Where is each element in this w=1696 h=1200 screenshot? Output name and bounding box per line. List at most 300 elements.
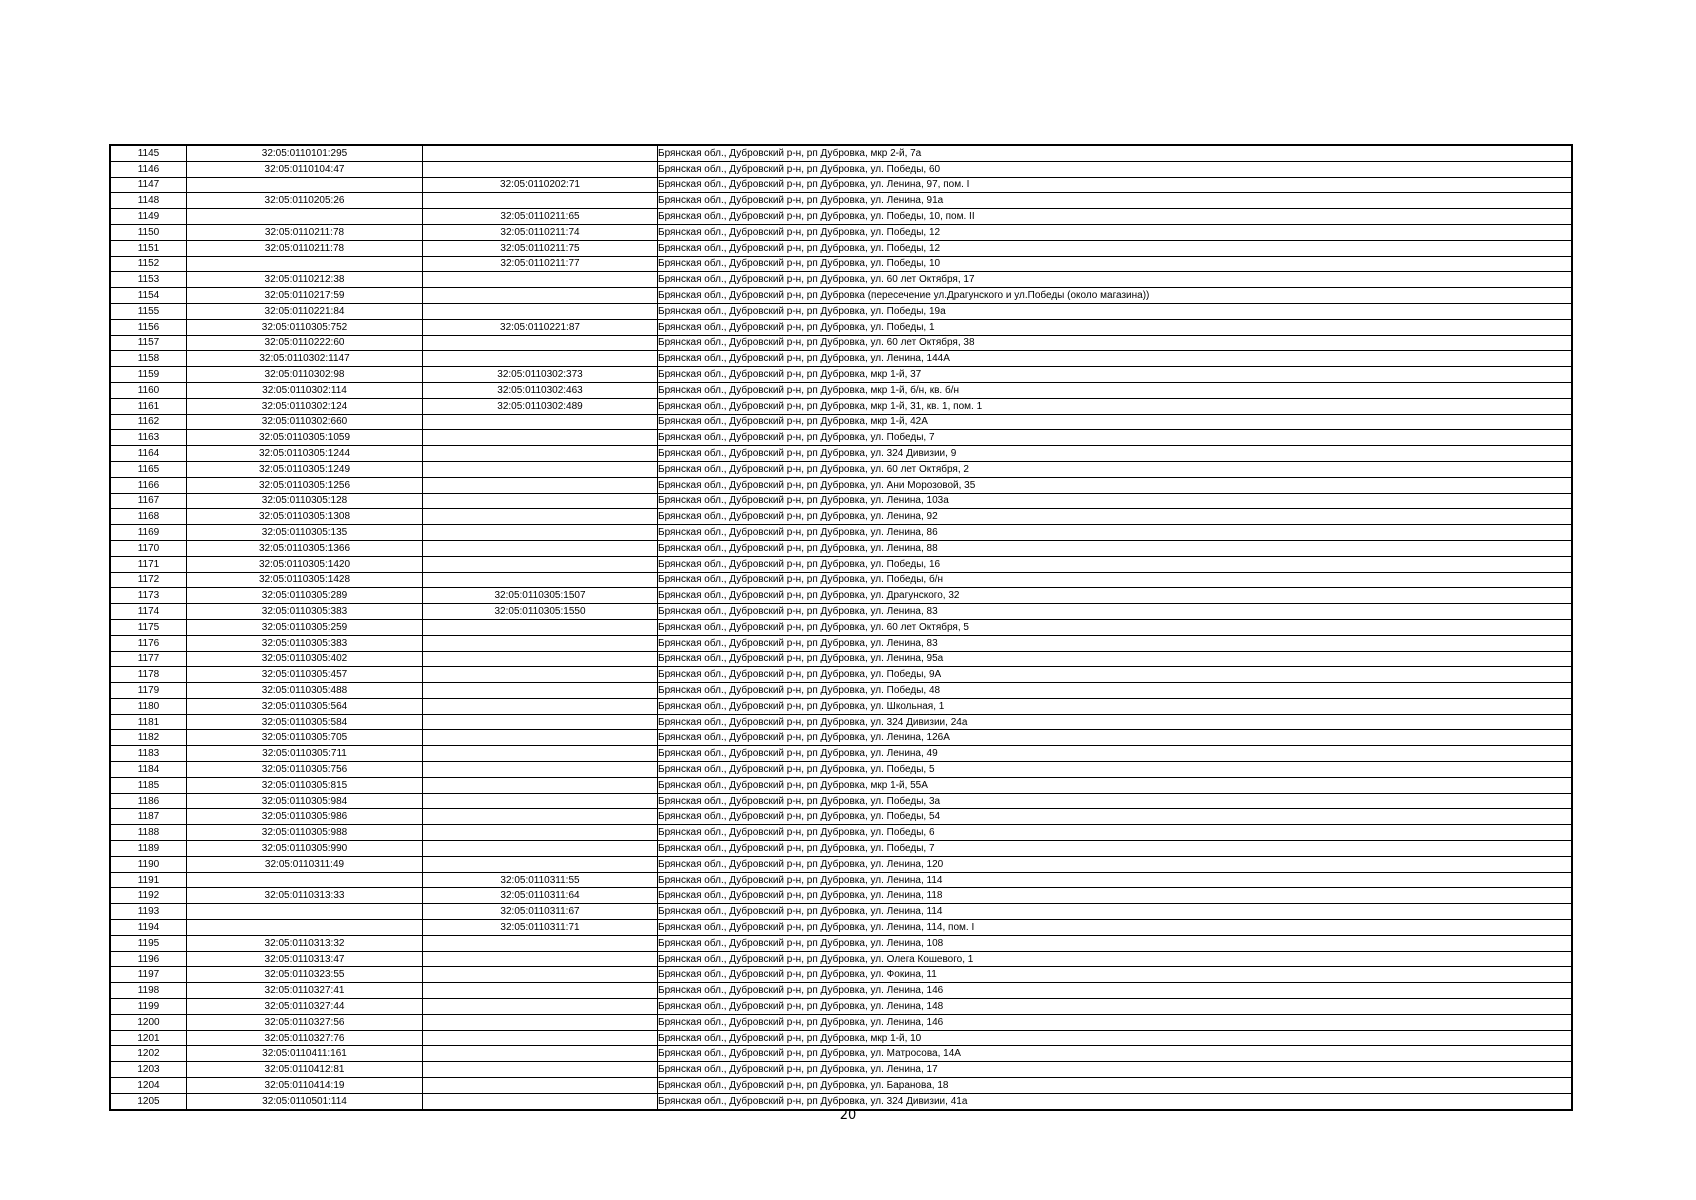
cadastral-number-cell: 32:05:0110305:1249 — [187, 461, 423, 477]
cadastral-number-cell: 32:05:0110313:32 — [187, 935, 423, 951]
cadastral-number-cell: 32:05:0110205:26 — [187, 193, 423, 209]
address-cell: Брянская обл., Дубровский р-н, рп Дубровка, мкр 1-й, 10 — [658, 1030, 1573, 1046]
address-cell: Брянская обл., Дубровский р-н, рп Дубровка, ул. Ленина, 95а — [658, 651, 1573, 667]
row-number-cell: 1199 — [110, 999, 187, 1015]
related-cadastral-number-cell — [423, 762, 658, 778]
row-number-cell: 1172 — [110, 572, 187, 588]
related-cadastral-number-cell — [423, 635, 658, 651]
table-row — [110, 730, 1572, 746]
cadastral-number-cell: 32:05:0110302:124 — [187, 398, 423, 414]
row-number-cell: 1188 — [110, 825, 187, 841]
address-cell: Брянская обл., Дубровский р-н, рп Дубровка, ул. Победы, б/н — [658, 572, 1573, 588]
related-cadastral-number-cell: 32:05:0110211:77 — [423, 256, 658, 272]
row-number-cell: 1162 — [110, 414, 187, 430]
address-cell: Брянская обл., Дубровский р-н, рп Дубровка, ул. Ленина, 49 — [658, 746, 1573, 762]
table-row — [110, 999, 1572, 1015]
table-row — [110, 224, 1572, 240]
address-cell: Брянская обл., Дубровский р-н, рп Дубровка, ул. Ленина, 114 — [658, 904, 1573, 920]
row-number-cell: 1181 — [110, 714, 187, 730]
row-number-cell: 1151 — [110, 240, 187, 256]
table-row — [110, 461, 1572, 477]
related-cadastral-number-cell — [423, 303, 658, 319]
row-number-cell: 1158 — [110, 351, 187, 367]
cadastral-number-cell: 32:05:0110313:33 — [187, 888, 423, 904]
related-cadastral-number-cell — [423, 1078, 658, 1094]
table-row — [110, 256, 1572, 272]
table-row — [110, 572, 1572, 588]
related-cadastral-number-cell: 32:05:0110311:67 — [423, 904, 658, 920]
table-row — [110, 303, 1572, 319]
row-number-cell: 1169 — [110, 525, 187, 541]
related-cadastral-number-cell — [423, 493, 658, 509]
address-cell: Брянская обл., Дубровский р-н, рп Дубровка, ул. 324 Дивизии, 24а — [658, 714, 1573, 730]
cadastral-number-cell — [187, 920, 423, 936]
table-row — [110, 1030, 1572, 1046]
address-cell: Брянская обл., Дубровский р-н, рп Дубровка, ул. Ленина, 146 — [658, 1014, 1573, 1030]
related-cadastral-number-cell — [423, 461, 658, 477]
cadastral-number-cell — [187, 872, 423, 888]
row-number-cell: 1203 — [110, 1062, 187, 1078]
address-cell: Брянская обл., Дубровский р-н, рп Дубровка, ул. Ленина, 126А — [658, 730, 1573, 746]
address-cell: Брянская обл., Дубровский р-н, рп Дубровка, ул. 324 Дивизии, 41а — [658, 1093, 1573, 1109]
row-number-cell: 1159 — [110, 367, 187, 383]
cadastral-number-cell: 32:05:0110305:128 — [187, 493, 423, 509]
related-cadastral-number-cell — [423, 683, 658, 699]
cadastral-number-cell: 32:05:0110305:1420 — [187, 556, 423, 572]
cadastral-number-cell: 32:05:0110217:59 — [187, 288, 423, 304]
related-cadastral-number-cell — [423, 477, 658, 493]
related-cadastral-number-cell — [423, 714, 658, 730]
cadastral-number-cell: 32:05:0110305:1256 — [187, 477, 423, 493]
address-cell: Брянская обл., Дубровский р-н, рп Дубровка, ул. 60 лет Октября, 2 — [658, 461, 1573, 477]
cadastral-number-cell: 32:05:0110323:55 — [187, 967, 423, 983]
cadastral-number-cell: 32:05:0110305:259 — [187, 619, 423, 635]
address-cell: Брянская обл., Дубровский р-н, рп Дубровка, ул. Победы, 7 — [658, 841, 1573, 857]
related-cadastral-number-cell: 32:05:0110311:55 — [423, 872, 658, 888]
cadastral-number-cell: 32:05:0110305:383 — [187, 635, 423, 651]
table-row — [110, 777, 1572, 793]
row-number-cell: 1182 — [110, 730, 187, 746]
address-cell: Брянская обл., Дубровский р-н, рп Дубровка, мкр 1-й, 31, кв. 1, пом. 1 — [658, 398, 1573, 414]
address-cell: Брянская обл., Дубровский р-н, рп Дубровка, ул. Ленина, 118 — [658, 888, 1573, 904]
address-cell: Брянская обл., Дубровский р-н, рп Дубровка, ул. Ленина, 146 — [658, 983, 1573, 999]
table-row — [110, 825, 1572, 841]
address-cell: Брянская обл., Дубровский р-н, рп Дубровка, ул. 60 лет Октября, 17 — [658, 272, 1573, 288]
address-cell: Брянская обл., Дубровский р-н, рп Дубровка, ул. Драгунского, 32 — [658, 588, 1573, 604]
table-row — [110, 1014, 1572, 1030]
table-row — [110, 1062, 1572, 1078]
related-cadastral-number-cell — [423, 967, 658, 983]
address-cell: Брянская обл., Дубровский р-н, рп Дубровка, мкр 1-й, б/н, кв. б/н — [658, 382, 1573, 398]
related-cadastral-number-cell — [423, 525, 658, 541]
cadastral-number-cell: 32:05:0110305:711 — [187, 746, 423, 762]
row-number-cell: 1202 — [110, 1046, 187, 1062]
row-number-cell: 1175 — [110, 619, 187, 635]
cadastral-number-cell: 32:05:0110414:19 — [187, 1078, 423, 1094]
related-cadastral-number-cell — [423, 509, 658, 525]
address-cell: Брянская обл., Дубровский р-н, рп Дубровка, ул. Школьная, 1 — [658, 698, 1573, 714]
address-cell: Брянская обл., Дубровский р-н, рп Дубровка, ул. Победы, 60 — [658, 161, 1573, 177]
cadastral-number-cell — [187, 177, 423, 193]
cadastral-number-cell: 32:05:0110305:705 — [187, 730, 423, 746]
cadastral-number-cell: 32:05:0110412:81 — [187, 1062, 423, 1078]
row-number-cell: 1198 — [110, 983, 187, 999]
cadastral-number-cell: 32:05:0110221:84 — [187, 303, 423, 319]
cadastral-number-cell: 32:05:0110305:1308 — [187, 509, 423, 525]
table-row — [110, 904, 1572, 920]
row-number-cell: 1167 — [110, 493, 187, 509]
row-number-cell: 1176 — [110, 635, 187, 651]
related-cadastral-number-cell: 32:05:0110302:463 — [423, 382, 658, 398]
cadastral-number-cell: 32:05:0110211:78 — [187, 224, 423, 240]
related-cadastral-number-cell — [423, 856, 658, 872]
row-number-cell: 1164 — [110, 446, 187, 462]
address-cell: Брянская обл., Дубровский р-н, рп Дубровка, ул. Победы, 48 — [658, 683, 1573, 699]
address-cell: Брянская обл., Дубровский р-н, рп Дубровка, ул. Победы, 10 — [658, 256, 1573, 272]
table-row — [110, 683, 1572, 699]
table-row — [110, 872, 1572, 888]
row-number-cell: 1192 — [110, 888, 187, 904]
related-cadastral-number-cell — [423, 351, 658, 367]
table-row — [110, 762, 1572, 778]
row-number-cell: 1190 — [110, 856, 187, 872]
address-cell: Брянская обл., Дубровский р-н, рп Дубровка, мкр 1-й, 42А — [658, 414, 1573, 430]
related-cadastral-number-cell — [423, 556, 658, 572]
row-number-cell: 1194 — [110, 920, 187, 936]
table-row — [110, 809, 1572, 825]
row-number-cell: 1146 — [110, 161, 187, 177]
related-cadastral-number-cell — [423, 1014, 658, 1030]
row-number-cell: 1171 — [110, 556, 187, 572]
related-cadastral-number-cell: 32:05:0110311:71 — [423, 920, 658, 936]
cadastral-number-cell — [187, 904, 423, 920]
table-row — [110, 651, 1572, 667]
table-row — [110, 161, 1572, 177]
cadastral-number-cell: 32:05:0110305:1059 — [187, 430, 423, 446]
row-number-cell: 1187 — [110, 809, 187, 825]
related-cadastral-number-cell — [423, 1046, 658, 1062]
row-number-cell: 1154 — [110, 288, 187, 304]
row-number-cell: 1160 — [110, 382, 187, 398]
cadastral-number-cell: 32:05:0110305:457 — [187, 667, 423, 683]
address-cell: Брянская обл., Дубровский р-н, рп Дубровка, мкр 1-й, 55А — [658, 777, 1573, 793]
address-cell: Брянская обл., Дубровский р-н, рп Дубровка, ул. Ленина, 83 — [658, 635, 1573, 651]
table-row — [110, 588, 1572, 604]
page-number: 20 — [839, 1108, 857, 1123]
related-cadastral-number-cell — [423, 272, 658, 288]
address-cell: Брянская обл., Дубровский р-н, рп Дубровка, ул. Баранова, 18 — [658, 1078, 1573, 1094]
table-row — [110, 414, 1572, 430]
cadastral-number-cell: 32:05:0110311:49 — [187, 856, 423, 872]
related-cadastral-number-cell — [423, 730, 658, 746]
table-row — [110, 841, 1572, 857]
related-cadastral-number-cell — [423, 430, 658, 446]
row-number-cell: 1193 — [110, 904, 187, 920]
table-row — [110, 619, 1572, 635]
table-row — [110, 446, 1572, 462]
row-number-cell: 1189 — [110, 841, 187, 857]
table-row — [110, 746, 1572, 762]
cadastral-number-cell: 32:05:0110305:584 — [187, 714, 423, 730]
table-row — [110, 177, 1572, 193]
row-number-cell: 1156 — [110, 319, 187, 335]
related-cadastral-number-cell: 32:05:0110221:87 — [423, 319, 658, 335]
table-row — [110, 288, 1572, 304]
related-cadastral-number-cell — [423, 1030, 658, 1046]
related-cadastral-number-cell — [423, 793, 658, 809]
address-cell: Брянская обл., Дубровский р-н, рп Дубровка, ул. Ленина, 86 — [658, 525, 1573, 541]
address-cell: Брянская обл., Дубровский р-н, рп Дубровка, ул. Победы, 9А — [658, 667, 1573, 683]
row-number-cell: 1174 — [110, 604, 187, 620]
row-number-cell: 1177 — [110, 651, 187, 667]
table-row — [110, 493, 1572, 509]
cadastral-number-cell: 32:05:0110305:988 — [187, 825, 423, 841]
related-cadastral-number-cell: 32:05:0110211:65 — [423, 209, 658, 225]
related-cadastral-number-cell — [423, 572, 658, 588]
address-cell: Брянская обл., Дубровский р-н, рп Дубровка, ул. Ани Морозовой, 35 — [658, 477, 1573, 493]
table-row — [110, 793, 1572, 809]
row-number-cell: 1163 — [110, 430, 187, 446]
related-cadastral-number-cell — [423, 414, 658, 430]
address-cell: Брянская обл., Дубровский р-н, рп Дубровка, ул. 60 лет Октября, 38 — [658, 335, 1573, 351]
cadastral-number-cell: 32:05:0110302:660 — [187, 414, 423, 430]
related-cadastral-number-cell — [423, 446, 658, 462]
related-cadastral-number-cell — [423, 161, 658, 177]
row-number-cell: 1170 — [110, 540, 187, 556]
row-number-cell: 1150 — [110, 224, 187, 240]
address-cell: Брянская обл., Дубровский р-н, рп Дубровка, ул. Победы, 5 — [658, 762, 1573, 778]
row-number-cell: 1179 — [110, 683, 187, 699]
address-cell: Брянская обл., Дубровский р-н, рп Дубровка, ул. Олега Кошевого, 1 — [658, 951, 1573, 967]
address-cell: Брянская обл., Дубровский р-н, рп Дубровка, ул. Победы, 1 — [658, 319, 1573, 335]
cadastral-number-cell: 32:05:0110305:752 — [187, 319, 423, 335]
cadastral-number-cell: 32:05:0110305:815 — [187, 777, 423, 793]
table-row — [110, 335, 1572, 351]
related-cadastral-number-cell: 32:05:0110211:74 — [423, 224, 658, 240]
row-number-cell: 1173 — [110, 588, 187, 604]
address-cell: Брянская обл., Дубровский р-н, рп Дубровка, ул. Ленина, 92 — [658, 509, 1573, 525]
related-cadastral-number-cell — [423, 935, 658, 951]
table-row — [110, 714, 1572, 730]
address-cell: Брянская обл., Дубровский р-н, рп Дубровка, ул. Победы, 19а — [658, 303, 1573, 319]
related-cadastral-number-cell — [423, 667, 658, 683]
address-cell: Брянская обл., Дубровский р-н, рп Дубровка, ул. Победы, 6 — [658, 825, 1573, 841]
related-cadastral-number-cell — [423, 540, 658, 556]
related-cadastral-number-cell — [423, 777, 658, 793]
table-row — [110, 1046, 1572, 1062]
address-cell: Брянская обл., Дубровский р-н, рп Дубровка (пересечение ул.Драгунского и ул.Победы (около магазина)) — [658, 288, 1573, 304]
registry-table — [109, 144, 1573, 1111]
row-number-cell: 1196 — [110, 951, 187, 967]
related-cadastral-number-cell — [423, 335, 658, 351]
table-row — [110, 477, 1572, 493]
table-row — [110, 951, 1572, 967]
table-row — [110, 145, 1572, 161]
related-cadastral-number-cell — [423, 746, 658, 762]
row-number-cell: 1183 — [110, 746, 187, 762]
related-cadastral-number-cell: 32:05:0110211:75 — [423, 240, 658, 256]
address-cell: Брянская обл., Дубровский р-н, рп Дубровка, мкр 1-й, 37 — [658, 367, 1573, 383]
cadastral-number-cell — [187, 256, 423, 272]
cadastral-number-cell: 32:05:0110305:135 — [187, 525, 423, 541]
address-cell: Брянская обл., Дубровский р-н, рп Дубровка, ул. Ленина, 103а — [658, 493, 1573, 509]
cadastral-number-cell — [187, 209, 423, 225]
cadastral-number-cell: 32:05:0110222:60 — [187, 335, 423, 351]
cadastral-number-cell: 32:05:0110302:1147 — [187, 351, 423, 367]
related-cadastral-number-cell — [423, 619, 658, 635]
table-row — [110, 209, 1572, 225]
address-cell: Брянская обл., Дубровский р-н, рп Дубровка, ул. Ленина, 120 — [658, 856, 1573, 872]
cadastral-number-cell: 32:05:0110302:114 — [187, 382, 423, 398]
table-row — [110, 667, 1572, 683]
row-number-cell: 1195 — [110, 935, 187, 951]
row-number-cell: 1201 — [110, 1030, 187, 1046]
cadastral-number-cell: 32:05:0110305:289 — [187, 588, 423, 604]
table-row — [110, 888, 1572, 904]
related-cadastral-number-cell — [423, 193, 658, 209]
related-cadastral-number-cell — [423, 809, 658, 825]
address-cell: Брянская обл., Дубровский р-н, рп Дубровка, ул. Победы, 16 — [658, 556, 1573, 572]
address-cell: Брянская обл., Дубровский р-н, рп Дубровка, ул. Победы, 54 — [658, 809, 1573, 825]
row-number-cell: 1168 — [110, 509, 187, 525]
table-row — [110, 319, 1572, 335]
cadastral-number-cell: 32:05:0110501:114 — [187, 1093, 423, 1109]
related-cadastral-number-cell — [423, 651, 658, 667]
row-number-cell: 1178 — [110, 667, 187, 683]
cadastral-number-cell: 32:05:0110327:41 — [187, 983, 423, 999]
related-cadastral-number-cell — [423, 145, 658, 161]
table-row — [110, 556, 1572, 572]
table-row — [110, 856, 1572, 872]
address-cell: Брянская обл., Дубровский р-н, рп Дубровка, ул. Ленина, 83 — [658, 604, 1573, 620]
cadastral-number-cell: 32:05:0110305:1428 — [187, 572, 423, 588]
table-row — [110, 604, 1572, 620]
row-number-cell: 1165 — [110, 461, 187, 477]
cadastral-number-cell: 32:05:0110104:47 — [187, 161, 423, 177]
related-cadastral-number-cell: 32:05:0110305:1507 — [423, 588, 658, 604]
related-cadastral-number-cell — [423, 698, 658, 714]
table-row — [110, 935, 1572, 951]
address-cell: Брянская обл., Дубровский р-н, рп Дубровка, ул. 324 Дивизии, 9 — [658, 446, 1573, 462]
row-number-cell: 1166 — [110, 477, 187, 493]
address-cell: Брянская обл., Дубровский р-н, рп Дубровка, ул. Победы, 3а — [658, 793, 1573, 809]
row-number-cell: 1197 — [110, 967, 187, 983]
cadastral-number-cell: 32:05:0110305:984 — [187, 793, 423, 809]
registry-table-body — [110, 145, 1572, 1110]
related-cadastral-number-cell: 32:05:0110311:64 — [423, 888, 658, 904]
row-number-cell: 1145 — [110, 145, 187, 161]
table-row — [110, 240, 1572, 256]
cadastral-number-cell: 32:05:0110305:383 — [187, 604, 423, 620]
address-cell: Брянская обл., Дубровский р-н, рп Дубровка, ул. 60 лет Октября, 5 — [658, 619, 1573, 635]
related-cadastral-number-cell — [423, 999, 658, 1015]
table-row — [110, 698, 1572, 714]
table-row — [110, 967, 1572, 983]
table-row — [110, 351, 1572, 367]
cadastral-number-cell: 32:05:0110211:78 — [187, 240, 423, 256]
address-cell: Брянская обл., Дубровский р-н, рп Дубровка, ул. Победы, 12 — [658, 240, 1573, 256]
table-row — [110, 272, 1572, 288]
row-number-cell: 1200 — [110, 1014, 187, 1030]
related-cadastral-number-cell — [423, 841, 658, 857]
row-number-cell: 1185 — [110, 777, 187, 793]
address-cell: Брянская обл., Дубровский р-н, рп Дубровка, ул. Победы, 7 — [658, 430, 1573, 446]
address-cell: Брянская обл., Дубровский р-н, рп Дубровка, ул. Ленина, 91а — [658, 193, 1573, 209]
cadastral-number-cell: 32:05:0110327:56 — [187, 1014, 423, 1030]
cadastral-number-cell: 32:05:0110327:76 — [187, 1030, 423, 1046]
row-number-cell: 1152 — [110, 256, 187, 272]
row-number-cell: 1205 — [110, 1093, 187, 1109]
address-cell: Брянская обл., Дубровский р-н, рп Дубровка, ул. Ленина, 114, пом. I — [658, 920, 1573, 936]
cadastral-number-cell: 32:05:0110305:488 — [187, 683, 423, 699]
cadastral-number-cell: 32:05:0110212:38 — [187, 272, 423, 288]
related-cadastral-number-cell — [423, 825, 658, 841]
row-number-cell: 1180 — [110, 698, 187, 714]
address-cell: Брянская обл., Дубровский р-н, рп Дубровка, ул. Победы, 10, пом. II — [658, 209, 1573, 225]
row-number-cell: 1149 — [110, 209, 187, 225]
row-number-cell: 1186 — [110, 793, 187, 809]
table-row — [110, 398, 1572, 414]
related-cadastral-number-cell: 32:05:0110302:373 — [423, 367, 658, 383]
related-cadastral-number-cell — [423, 288, 658, 304]
related-cadastral-number-cell: 32:05:0110302:489 — [423, 398, 658, 414]
related-cadastral-number-cell — [423, 951, 658, 967]
address-cell: Брянская обл., Дубровский р-н, рп Дубровка, ул. Ленина, 17 — [658, 1062, 1573, 1078]
cadastral-number-cell: 32:05:0110305:1366 — [187, 540, 423, 556]
row-number-cell: 1204 — [110, 1078, 187, 1094]
table-row — [110, 635, 1572, 651]
cadastral-number-cell: 32:05:0110305:990 — [187, 841, 423, 857]
address-cell: Брянская обл., Дубровский р-н, рп Дубровка, ул. Ленина, 97, пом. I — [658, 177, 1573, 193]
related-cadastral-number-cell — [423, 1062, 658, 1078]
row-number-cell: 1155 — [110, 303, 187, 319]
row-number-cell: 1184 — [110, 762, 187, 778]
cadastral-number-cell: 32:05:0110305:1244 — [187, 446, 423, 462]
cadastral-number-cell: 32:05:0110411:161 — [187, 1046, 423, 1062]
cadastral-number-cell: 32:05:0110305:564 — [187, 698, 423, 714]
cadastral-number-cell: 32:05:0110302:98 — [187, 367, 423, 383]
row-number-cell: 1157 — [110, 335, 187, 351]
table-row — [110, 509, 1572, 525]
address-cell: Брянская обл., Дубровский р-н, рп Дубровка, мкр 2-й, 7а — [658, 145, 1573, 161]
table-row — [110, 367, 1572, 383]
address-cell: Брянская обл., Дубровский р-н, рп Дубровка, ул. Ленина, 88 — [658, 540, 1573, 556]
row-number-cell: 1161 — [110, 398, 187, 414]
row-number-cell: 1147 — [110, 177, 187, 193]
row-number-cell: 1148 — [110, 193, 187, 209]
table-row — [110, 193, 1572, 209]
table-row — [110, 525, 1572, 541]
address-cell: Брянская обл., Дубровский р-н, рп Дубровка, ул. Матросова, 14А — [658, 1046, 1573, 1062]
address-cell: Брянская обл., Дубровский р-н, рп Дубровка, ул. Ленина, 148 — [658, 999, 1573, 1015]
cadastral-number-cell: 32:05:0110327:44 — [187, 999, 423, 1015]
cadastral-number-cell: 32:05:0110101:295 — [187, 145, 423, 161]
table-row — [110, 540, 1572, 556]
row-number-cell: 1153 — [110, 272, 187, 288]
related-cadastral-number-cell: 32:05:0110305:1550 — [423, 604, 658, 620]
row-number-cell: 1191 — [110, 872, 187, 888]
cadastral-number-cell: 32:05:0110305:986 — [187, 809, 423, 825]
related-cadastral-number-cell: 32:05:0110202:71 — [423, 177, 658, 193]
table-row — [110, 920, 1572, 936]
table-row — [110, 382, 1572, 398]
cadastral-number-cell: 32:05:0110313:47 — [187, 951, 423, 967]
table-row — [110, 1078, 1572, 1094]
address-cell: Брянская обл., Дубровский р-н, рп Дубровка, ул. Победы, 12 — [658, 224, 1573, 240]
address-cell: Брянская обл., Дубровский р-н, рп Дубровка, ул. Фокина, 11 — [658, 967, 1573, 983]
address-cell: Брянская обл., Дубровский р-н, рп Дубровка, ул. Ленина, 114 — [658, 872, 1573, 888]
address-cell: Брянская обл., Дубровский р-н, рп Дубровка, ул. Ленина, 108 — [658, 935, 1573, 951]
